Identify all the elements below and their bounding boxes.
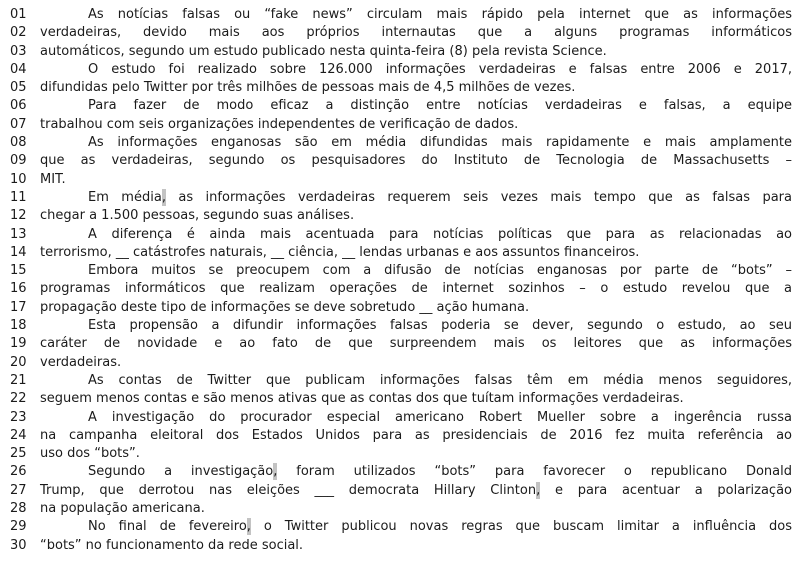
line-text: chegar a 1.500 pessoas, segundo suas análises. (40, 208, 355, 224)
text-line (10, 354, 792, 372)
text-line (10, 79, 792, 97)
line-number: 15 (10, 263, 27, 279)
text-line (10, 409, 792, 427)
text-line (10, 445, 792, 463)
line-text: terrorismo, __ catástrofes naturais, __ ciência, __ lendas urbanas e aos assuntos financeiros. (40, 244, 640, 260)
line-number: 08 (10, 135, 27, 151)
text-line (10, 463, 792, 481)
line-number: 26 (10, 464, 27, 480)
text-line (10, 97, 792, 115)
line-text: Trump, que derrotou nas eleições ___ democrata Hillary Clinton, e para acentuar a polarização (40, 482, 792, 498)
line-number: 13 (10, 226, 27, 242)
line-text: difundidas pelo Twitter por três milhões de pessoas mais de 4,5 milhões de vezes. (40, 80, 576, 96)
line-text: trabalhou com seis organizações independentes de verificação de dados. (40, 116, 519, 132)
line-number: 14 (10, 244, 27, 260)
text-line (10, 280, 792, 298)
line-text: Embora muitos se preocupem com a difusão de notícias enganosas por parte de “bots” – (88, 263, 792, 279)
line-number: 23 (10, 409, 27, 425)
line-text: propagação deste tipo de informações se deve sobretudo __ ação humana. (40, 299, 530, 315)
line-number: 04 (10, 61, 27, 77)
line-text: As informações enganosas são em média difundidas mais rapidamente e mais amplamente (88, 135, 792, 151)
line-number: 30 (10, 537, 27, 553)
line-number: 06 (10, 98, 27, 114)
line-text: Em média, as informações verdadeiras requerem seis vezes mais tempo que as falsas para (88, 189, 792, 205)
line-text: na campanha eleitoral dos Estados Unidos para as presidenciais de 2016 fez muita referência ao (40, 427, 792, 443)
line-text: O estudo foi realizado sobre 126.000 informações verdadeiras e falsas entre 2006 e 2017, (88, 61, 792, 77)
text-line (10, 6, 792, 24)
text-line (10, 171, 792, 189)
line-number: 05 (10, 80, 27, 96)
line-text: Segundo a investigação, foram utilizados “bots” para favorecer o republicano Donald (88, 464, 792, 480)
text-line (10, 335, 792, 353)
line-text: seguem menos contas e são menos ativas que as contas dos que tuítam informações verdadeiras. (40, 391, 684, 407)
line-number: 24 (10, 427, 27, 443)
line-number: 11 (10, 189, 27, 205)
line-text: programas informáticos que realizam operações de internet sozinhos – o estudo revelou que a (40, 281, 792, 297)
line-number: 10 (10, 171, 27, 187)
line-text: A diferença é ainda mais acentuada para notícias políticas que para as relacionadas ao (88, 226, 792, 242)
text-line (10, 262, 792, 280)
text-line (10, 482, 792, 500)
line-number: 27 (10, 482, 27, 498)
line-number: 09 (10, 153, 27, 169)
text-line (10, 43, 792, 61)
text-line (10, 134, 792, 152)
line-number: 19 (10, 336, 27, 352)
text-line (10, 226, 792, 244)
document-body (10, 6, 792, 555)
line-number: 25 (10, 446, 27, 462)
line-text: No final de fevereiro, o Twitter publicou novas regras que buscam limitar a influência dos (88, 519, 792, 535)
highlighted-comma: , (273, 464, 278, 480)
line-text: verdadeiras, devido mais aos próprios internautas que a alguns programas informáticos (40, 25, 792, 41)
line-text: na população americana. (40, 501, 205, 517)
line-text: As contas de Twitter que publicam informações falsas têm em média menos seguidores, (88, 372, 792, 388)
line-number: 07 (10, 116, 27, 132)
line-text: que as verdadeiras, segundo os pesquisadores do Instituto de Tecnologia de Massachusetts – (40, 153, 792, 169)
line-number: 12 (10, 208, 27, 224)
line-number: 22 (10, 391, 27, 407)
line-text: “bots” no funcionamento da rede social. (40, 537, 304, 553)
text-line (10, 317, 792, 335)
highlighted-comma: , (536, 482, 541, 498)
text-line (10, 244, 792, 262)
highlighted-comma: , (246, 519, 251, 535)
line-number: 29 (10, 519, 27, 535)
line-text: verdadeiras. (40, 354, 122, 370)
line-number: 17 (10, 299, 27, 315)
line-text: Esta propensão a difundir informações falsas poderia se dever, segundo o estudo, ao seu (88, 318, 792, 334)
line-number: 16 (10, 281, 27, 297)
text-line (10, 189, 792, 207)
text-line (10, 116, 792, 134)
highlighted-comma: , (161, 189, 166, 205)
line-number: 02 (10, 25, 27, 41)
line-text: MIT. (40, 171, 66, 187)
line-text: caráter de novidade e ao fato de que surpreendem mais os leitores que as informações (40, 336, 792, 352)
line-number: 21 (10, 372, 27, 388)
text-line (10, 299, 792, 317)
text-line (10, 61, 792, 79)
text-line (10, 24, 792, 42)
line-text: Para fazer de modo eficaz a distinção entre notícias verdadeiras e falsas, a equipe (88, 98, 792, 114)
line-text: uso dos “bots”. (40, 446, 140, 462)
line-text: As notícias falsas ou “fake news” circulam mais rápido pela internet que as informações (88, 7, 792, 22)
text-line (10, 152, 792, 170)
text-line (10, 207, 792, 225)
text-line (10, 390, 792, 408)
line-text: automáticos, segundo um estudo publicado nesta quinta-feira (8) pela revista Science. (40, 43, 607, 59)
text-line (10, 518, 792, 536)
line-number: 03 (10, 43, 27, 59)
line-text: A investigação do procurador especial americano Robert Mueller sobre a ingerência russa (88, 409, 792, 425)
text-line (10, 537, 792, 555)
line-number: 28 (10, 501, 27, 517)
line-number: 18 (10, 318, 27, 334)
text-line (10, 500, 792, 518)
line-number: 20 (10, 354, 27, 370)
text-line (10, 372, 792, 390)
text-line (10, 427, 792, 445)
line-number: 01 (10, 7, 27, 22)
